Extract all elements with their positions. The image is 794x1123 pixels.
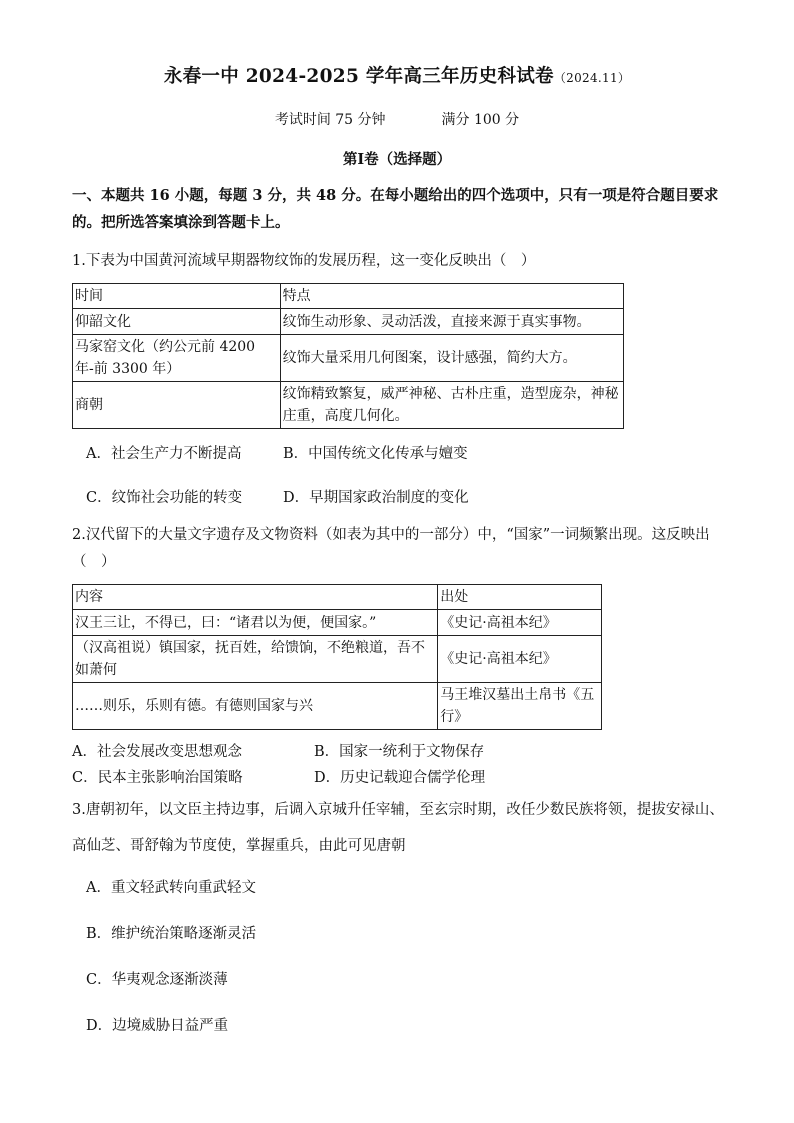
table-header-row	[73, 585, 602, 610]
exam-title	[0, 62, 794, 88]
q3-option-b[interactable]: B．维护统治策略逐渐灵活	[86, 926, 257, 942]
exam-date: （2024.11）	[553, 71, 631, 85]
table-row	[73, 335, 624, 382]
table-header-cell: 时间	[73, 284, 281, 309]
part-title: 第Ⅰ卷（选择题）	[342, 151, 452, 168]
table-row	[73, 636, 602, 683]
exam-time: 考试时间 75 分钟	[274, 112, 386, 128]
table-header-cell: 内容	[73, 585, 438, 610]
table-cell: ……则乐，乐则有德。有德则国家与兴	[73, 683, 438, 730]
table-cell: 汉王三让，不得已，曰：“诸君以为便，便国家。”	[73, 610, 438, 636]
table-cell: 马王堆汉墓出土帛书《五行》	[438, 683, 602, 730]
q3-option-a[interactable]: A．重文轻武转向重武轻文	[86, 880, 256, 896]
table-cell: 《史记·高祖本纪》	[438, 610, 602, 636]
q1-table	[72, 283, 624, 429]
table-cell: 《史记·高祖本纪》	[438, 636, 602, 683]
table-cell: 马家窑文化（约公元前 4200 年-前 3300 年）	[73, 335, 281, 382]
q3-stem: 3.唐朝初年，以文臣主持边事，后调入京城升任宰辅，至玄宗时期，改任少数民族将领，提拔安禄山、高仙芝、哥舒翰为节度使，掌握重兵，由此可见唐朝	[72, 802, 724, 854]
table-cell: 仰韶文化	[73, 309, 281, 335]
q2-option-c[interactable]: C．民本主张影响治国策略	[72, 770, 243, 786]
q3-option-d[interactable]: D．边境威胁日益严重	[86, 1018, 229, 1034]
q2-table	[72, 584, 602, 730]
section-instructions: 一、本题共 16 小题，每题 3 分，共 48 分。在每小题给出的四个选项中，只有一项是符合题目要求的。把所选答案填涂到答题卡上。	[72, 187, 719, 231]
q2-stem: 2.汉代留下的大量文字遗存及文物资料（如表为其中的一部分）中，“国家”一词频繁出现。这反映出（ ）	[72, 527, 710, 570]
exam-info	[0, 109, 794, 129]
table-header-cell: 出处	[438, 585, 602, 610]
q1-stem: 1.下表为中国黄河流域早期器物纹饰的发展历程，这一变化反映出（ ）	[72, 253, 536, 269]
exam-title-text: 永春一中 2024-2025 学年高三年历史科试卷	[163, 66, 554, 87]
table-cell: 纹饰精致繁复，威严神秘、古朴庄重，造型庞杂，神秘庄重，高度几何化。	[280, 382, 623, 429]
q1-option-c[interactable]: C．纹饰社会功能的转变	[86, 490, 243, 506]
table-row	[73, 309, 624, 335]
full-score: 满分 100 分	[441, 112, 520, 128]
table-cell: 纹饰生动形象、灵动活泼，直接来源于真实事物。	[280, 309, 623, 335]
table-cell: 纹饰大量采用几何图案，设计感强，简约大方。	[280, 335, 623, 382]
table-row	[73, 683, 602, 730]
q3-option-c[interactable]: C．华夷观念逐渐淡薄	[86, 972, 228, 988]
table-row	[73, 382, 624, 429]
q2-option-b[interactable]: B．国家一统利于文物保存	[314, 744, 485, 760]
q2-option-d[interactable]: D．历史记载迎合儒学伦理	[314, 770, 486, 786]
table-cell: 商朝	[73, 382, 281, 429]
q1-option-d[interactable]: D．早期国家政治制度的变化	[283, 490, 469, 506]
table-header-row	[73, 284, 624, 309]
q2-option-a[interactable]: A．社会发展改变思想观念	[72, 744, 242, 760]
table-row	[73, 610, 602, 636]
q1-option-a[interactable]: A．社会生产力不断提高	[86, 446, 242, 462]
table-header-cell: 特点	[280, 284, 623, 309]
q1-option-b[interactable]: B．中国传统文化传承与嬗变	[283, 446, 468, 462]
table-cell: （汉高祖说）镇国家，抚百姓，给馈饷，不绝粮道，吾不如萧何	[73, 636, 438, 683]
